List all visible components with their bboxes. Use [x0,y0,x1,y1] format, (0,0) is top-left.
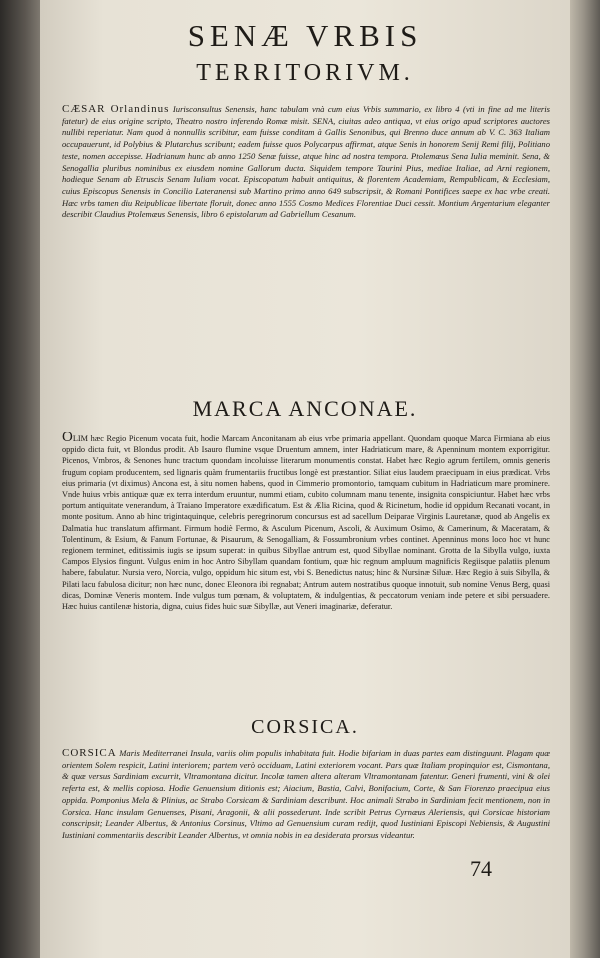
sena-paragraph [62,104,550,410]
corsica-lead: CORSICA [62,748,117,759]
marca-dropcap: O [62,432,73,445]
section-title-corsica: CORSICA. [251,716,359,738]
page-subtitle: TERRITORIVM. [196,60,414,86]
corsica-paragraph [62,748,550,856]
page-title: SENÆ VRBIS [187,18,423,53]
book-page [40,0,570,958]
sena-text: Iurisconsultus Senensis, hanc tabulam vnà cum eius Vrbis summario, ex libro 4 (vti in fine ad me literis fatetur) de eius origine scripto, Theatro nostro inferendo Romæ misit. SENA, ciuitas adeo antiqua, vt eius origo apud scriptores auctores nullibi reperiatur. Nam quod à nonnullis scribitur, eam fuisse conditam à Gallis Senonibus, qui Brenno duce annum ab V. C. 363 Italiam occupauerunt, id Polybius & Plutarchus scribunt; eadem fuisse quos Polycarpus affirmat, atque Senis in honorem Senij Remi filij, Politiano teste, nomen accepisse. Hadrianum hunc ab anno 1250 Senæ fuisse, atque hinc ad nostra tempora. Ptolemæus Sena Iulia meminit. Sena, & Senogallia pluribus nominibus ex eiusdem nomine Gallorum ducta. Siquidem tempore Taurini Pius, mediae Italiae, ad Arni regionem, hodieque Senam ab Etruscis Senam Iuliam vocat. Episcopatum habuit antiquitus, & florentem Academiam, Rempublicam, & Ecclesiam, cuius Episcopus Senensis in Concilio Lateranensi sub Martino primo anno 649 subscripsit, & Romani Pontifices saepe ex hac vrbe creati. Hæc vrbs tamen diu Reipublicae libertate floruit, donec anno 1555 Cosmo Medices Florentiae Duci cessit. Montium Argentarium eleganter describit Claudius Ptolemæus Senensis, libro 6 epistolarum ad Gabriellum Cesanum. [62,104,550,220]
page-number: 74 [470,856,492,881]
sena-lead: CÆSAR Orlandinus [62,104,170,115]
section-title-marca: MARCA ANCONAE. [192,396,418,421]
page-edge [566,0,600,958]
marca-paragraph [62,432,550,764]
corsica-text: Maris Mediterranei Insula, variis olim populis inhabitata fuit. Hodie bifariam in duas partes eam distinguunt. Plagam quæ orientem Solem respicit, Latini interiorem; partem verò occiduam, Latini exteriorem vocant. Pars quæ Italiam propinquior est, Cismontana, & quæ versus Sardiniam excurrit, Vltramontana dicitur. Incolæ tamen altera alteram Vltramontanam fatentur. Generi frumenti, vini & olei referta est, & mellis copiosa. Hodie Genuensium ditionis est; Aiacium, Bastia, Calvi, Bonifacium, Corte, & San Fiorenzo praecipua eius oppida. Pomponius Mela & Plinius, ac Strabo Corsicam & Sardiniam describunt. Hoc animali Strabo in Sardiniam fecit mentionem, non in Corsica. Hanc insulam Genuenses, Pisani, Aragonii, & alii possederunt. Inde scribit Petrus Cyrnæus Aleriensis, qui Corsicae historiam conscripsit; Leander Albertus, & Antonius Corsinus, Vltimo ad Genuensium curam redijt, quod Iustiniani Episcopi Nebiensis, & Augustini Iustiniani commentariis describit Leander Albertus, vt omnia nobis in ea desiderata prorsus videantur. [62,748,550,840]
marca-text: LIM hæc Regio Picenum vocata fuit, hodie Marcam Anconitanam ab eius vrbe primaria appellant. Quondam quoque Marca Firmiana ab eius oppido dicta fuit, vt Blondus prodit. Ab Isauro flumine vsque Druentum amnem, inter Hadriaticum mare, & Apenninum montem exporrigitur. Picenos, Vmbros, & Senones hunc tractum quondam incoluisse literarum monumentis constat. Habet hæc Regio agrum fertilem, omnis generis frugum copiam producentem, sed lignaris quàm frumentariis fructibus longè est præstantior. Siliat eius laudem praecipuam in eius prædicat. Vrbs eius primaria (vt diximus) Ancona est, à situ nomen habens, quod in Cimmerio promontorio, tamquam cubitum in Hadriaticum mare prominere. Vnde huius vrbis antiquæ quæ ex terra interdum eruuntur, nummi etiam, cubito columnam manu tenente, insignita conspiciuntur. Habet hæc vrbs portum antiquitate venerandum, à Traiano Imperatore exædificatum. Est & Ælia Ricina, quod & Ricinetum, hodie id oppidum Recanati vocant, in monte positum. Anno ab hinc trigintaquinque, celebris peregrinorum concursus est ad sacellum Deiparae Virginis Lauretanæ, quod ab Angelis ex Dalmatia huc translatum affirmant. Firmum hodiè Fermo, & Asculum Picenum, Ascoli, & Auximum Osimo, & Camerinum, & Maceratam, & Tolentinum, & Esium, & Fanum Fortunae, & Pisaurum, & Senogalliam, & Fossumbronium vrbes continet. Apenninus mons loco hoc vt hunc regionem terminet, editissimis iugis se ipsum superat: in quibus Sibyllae antrum est, quod Sibyllae nominant. Grotta de la Sibylla vulgo, iuxta Campos Elysios fingunt. Vulgus enim in hoc Antro Sibyllam quandam fontium, quæ hic regnum ampluum magnificis Regiisque palatiis plenum habere, fabulatur. Nursia vero, Norcia, vulgo, oppidum hic situm est, vbi S. Benedictus natus; hinc & Nursinæ Siluæ. Hæc Regio à suis Sibylla, & Pilati lacu fabulosa dicitur; non hæc nunc, donec Eleonora ibi regnabat; Antrum autem nostratibus quoque innotuit, sub nomine Venus Berg, quasi dicas, Dominæ Veneris montem. Inde vulgus tum pœnam, & voluptatem, & indulgentias, & peccatorum veniam inde petere et sibi persuadere. Hæc huius cantilenæ historia, digna, cuius fides huic suæ Sibyllæ, aut Veneri imaginariæ, deferatur. [62,434,550,612]
